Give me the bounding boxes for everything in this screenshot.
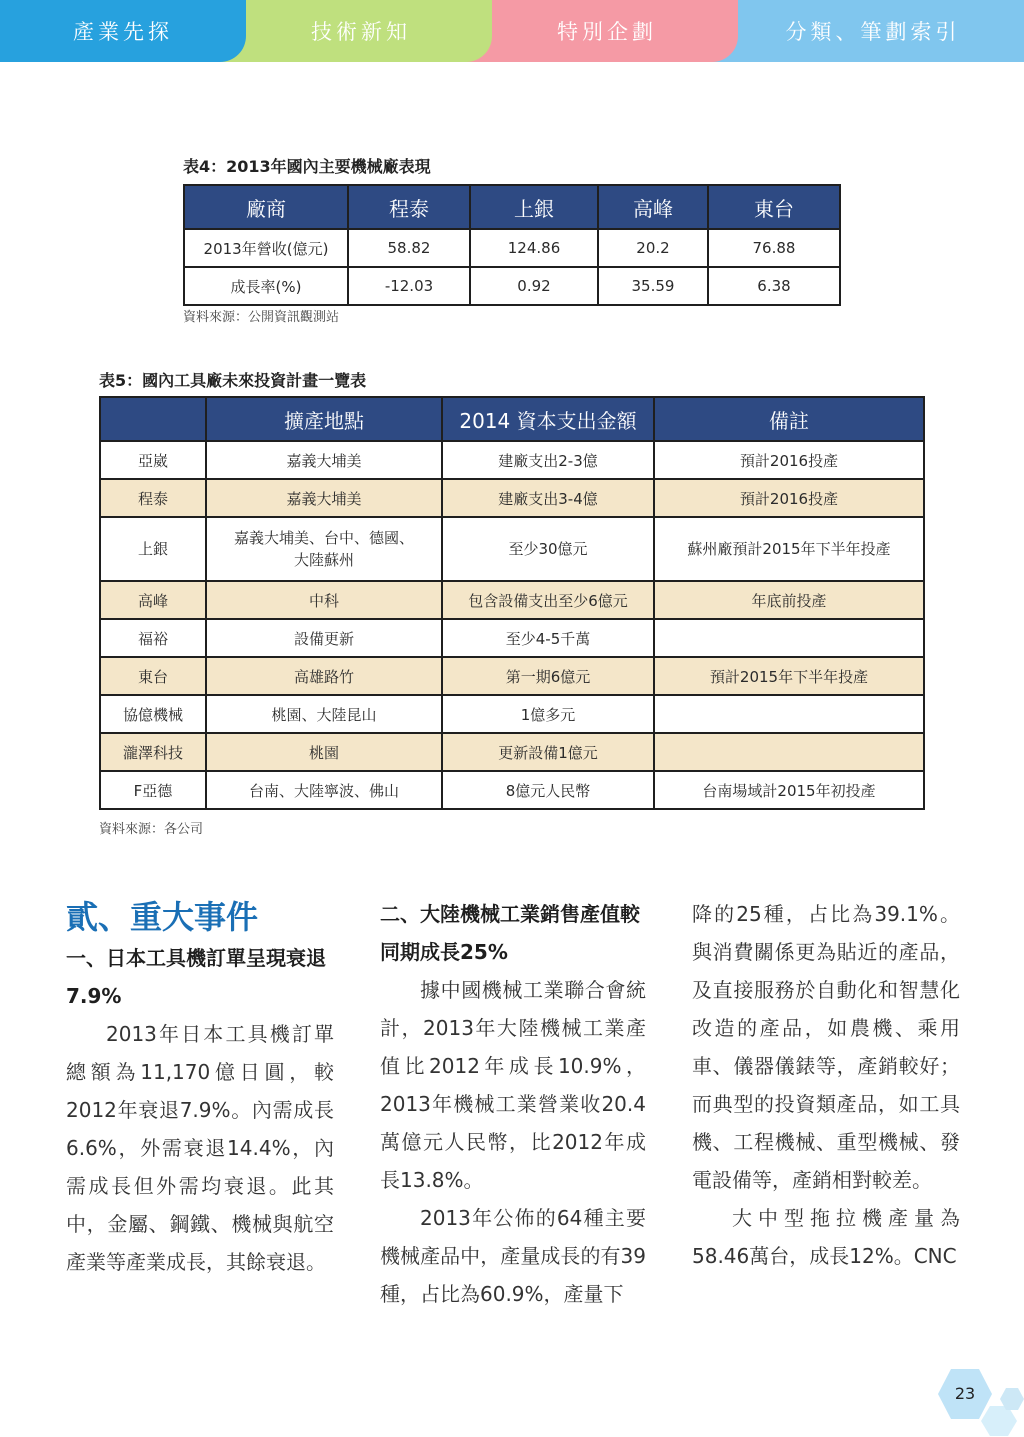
top-nav-tabs — [0, 0, 1024, 62]
table-cell — [654, 733, 924, 771]
table-cell: 成長率(%) — [184, 267, 348, 305]
table-cell: 台南、大陸寧波、佛山 — [206, 771, 442, 809]
table-cell: 高峰 — [100, 581, 206, 619]
table-cell: 台南場域計2015年初投產 — [654, 771, 924, 809]
table4 — [183, 184, 841, 306]
table4-header: 東台 — [708, 185, 840, 229]
table-cell — [654, 695, 924, 733]
table-cell: 至少30億元 — [442, 517, 654, 581]
table-cell: 嘉義大埔美 — [206, 441, 442, 479]
table-row — [100, 517, 924, 581]
article-column-3 — [692, 895, 960, 1275]
paragraph: 據中國機械工業聯合會統計，2013年大陸機械工業產值比2012年成長10.9%，2013年機械工業營業收20.4萬億元人民幣，比2012年成長13.8%。 — [380, 978, 646, 1192]
table5-header: 2014 資本支出金額 — [442, 397, 654, 441]
table-cell: 桃園、大陸昆山 — [206, 695, 442, 733]
table-cell — [654, 619, 924, 657]
table5-caption: 表5：國內工具廠未來投資計畫一覽表 — [99, 371, 367, 390]
table-cell: 預計2016投產 — [654, 479, 924, 517]
table4-header: 程泰 — [348, 185, 470, 229]
table-cell: 20.2 — [598, 229, 708, 267]
article-column-2 — [380, 895, 646, 1313]
tab-index[interactable]: 分類、筆劃索引 — [708, 0, 1024, 62]
table-cell: 嘉義大埔美 — [206, 479, 442, 517]
table-row — [100, 695, 924, 733]
table-cell: 桃園 — [206, 733, 442, 771]
table-cell: 更新設備1億元 — [442, 733, 654, 771]
table-row — [184, 229, 840, 267]
tab-special-feature[interactable]: 特別企劃 — [462, 0, 738, 62]
paragraph: 2013年日本工具機訂單總額為11,170億日圓，較2012年衰退7.9%。內需成長6.6%，外需衰退14.4%，內需成長但外需均衰退。此其中，金屬、鋼鐵、機械與航空產業等產業成長，其餘衰退。 — [66, 1022, 334, 1274]
table-cell: 瀧澤科技 — [100, 733, 206, 771]
table-row — [184, 267, 840, 305]
table-row — [100, 733, 924, 771]
table-cell: 預計2015年下半年投產 — [654, 657, 924, 695]
paragraph: 2013年公佈的64種主要機械產品中，產量成長的有39種，占比為60.9%，產量下 — [380, 1206, 646, 1306]
table-cell: 第一期6億元 — [442, 657, 654, 695]
table-cell: 至少4-5千萬 — [442, 619, 654, 657]
table-cell: 協億機械 — [100, 695, 206, 733]
table4-header: 上銀 — [470, 185, 598, 229]
table5-header-row — [100, 397, 924, 441]
subsection-title-1: 一、日本工具機訂單呈現衰退7.9% — [66, 946, 326, 1008]
table4-source: 資料來源：公開資訊觀測站 — [183, 310, 340, 325]
table-cell: 中科 — [206, 581, 442, 619]
table-row — [100, 771, 924, 809]
table-cell: 嘉義大埔美、台中、德國、 大陸蘇州 — [206, 517, 442, 581]
table-cell: 福裕 — [100, 619, 206, 657]
paragraph: 降的25種，占比為39.1%。與消費關係更為貼近的產品，及直接服務於自動化和智慧化改造的產品，如農機、乘用車、儀器儀錶等，產銷較好；而典型的投資類產品，如工具機、工程機械、重型機械、發電設備等，產銷相對較差。 — [692, 902, 960, 1192]
table-cell: 預計2016投產 — [654, 441, 924, 479]
table-cell: 124.86 — [470, 229, 598, 267]
section-title: 貳、重大事件 — [66, 898, 259, 936]
table-cell: 東台 — [100, 657, 206, 695]
table-cell: 35.59 — [598, 267, 708, 305]
table5-header: 擴產地點 — [206, 397, 442, 441]
table-cell: 上銀 — [100, 517, 206, 581]
table5-header: 備註 — [654, 397, 924, 441]
table-row — [100, 479, 924, 517]
table-cell: 亞崴 — [100, 441, 206, 479]
table-cell: F亞德 — [100, 771, 206, 809]
table-row — [100, 657, 924, 695]
table5-header — [100, 397, 206, 441]
table4-caption: 表4：2013年國內主要機械廠表現 — [183, 157, 431, 176]
table4-header-row — [184, 185, 840, 229]
table-cell: 高雄路竹 — [206, 657, 442, 695]
table-row — [100, 619, 924, 657]
table-cell: 建廠支出3-4億 — [442, 479, 654, 517]
paragraph: 大中型拖拉機產量為58.46萬台，成長12%。CNC — [692, 1206, 960, 1268]
table-cell: 0.92 — [470, 267, 598, 305]
table-cell: 蘇州廠預計2015年下半年投產 — [654, 517, 924, 581]
subsection-title-2: 二、大陸機械工業銷售產值較同期成長25% — [380, 902, 640, 964]
tab-technical-news[interactable]: 技術新知 — [216, 0, 492, 62]
table-cell: 6.38 — [708, 267, 840, 305]
table-cell: 程泰 — [100, 479, 206, 517]
table5 — [99, 396, 925, 810]
table-cell: 包含設備支出至少6億元 — [442, 581, 654, 619]
table-cell: 8億元人民幣 — [442, 771, 654, 809]
table-cell: 2013年營收(億元) — [184, 229, 348, 267]
page-number: 23 — [954, 1384, 976, 1403]
table-cell: -12.03 — [348, 267, 470, 305]
table5-source: 資料來源：各公司 — [99, 822, 204, 837]
table-cell: 建廠支出2-3億 — [442, 441, 654, 479]
table-row — [100, 581, 924, 619]
hexagon-decoration-icon — [978, 1388, 1024, 1437]
table-cell: 1億多元 — [442, 695, 654, 733]
table4-header: 廠商 — [184, 185, 348, 229]
table-cell: 76.88 — [708, 229, 840, 267]
table-cell: 年底前投產 — [654, 581, 924, 619]
table4-header: 高峰 — [598, 185, 708, 229]
table-cell: 設備更新 — [206, 619, 442, 657]
table-cell: 58.82 — [348, 229, 470, 267]
table-row — [100, 441, 924, 479]
article-column-1 — [66, 895, 334, 1281]
tab-industry-exploration[interactable]: 產業先探 — [0, 0, 246, 62]
